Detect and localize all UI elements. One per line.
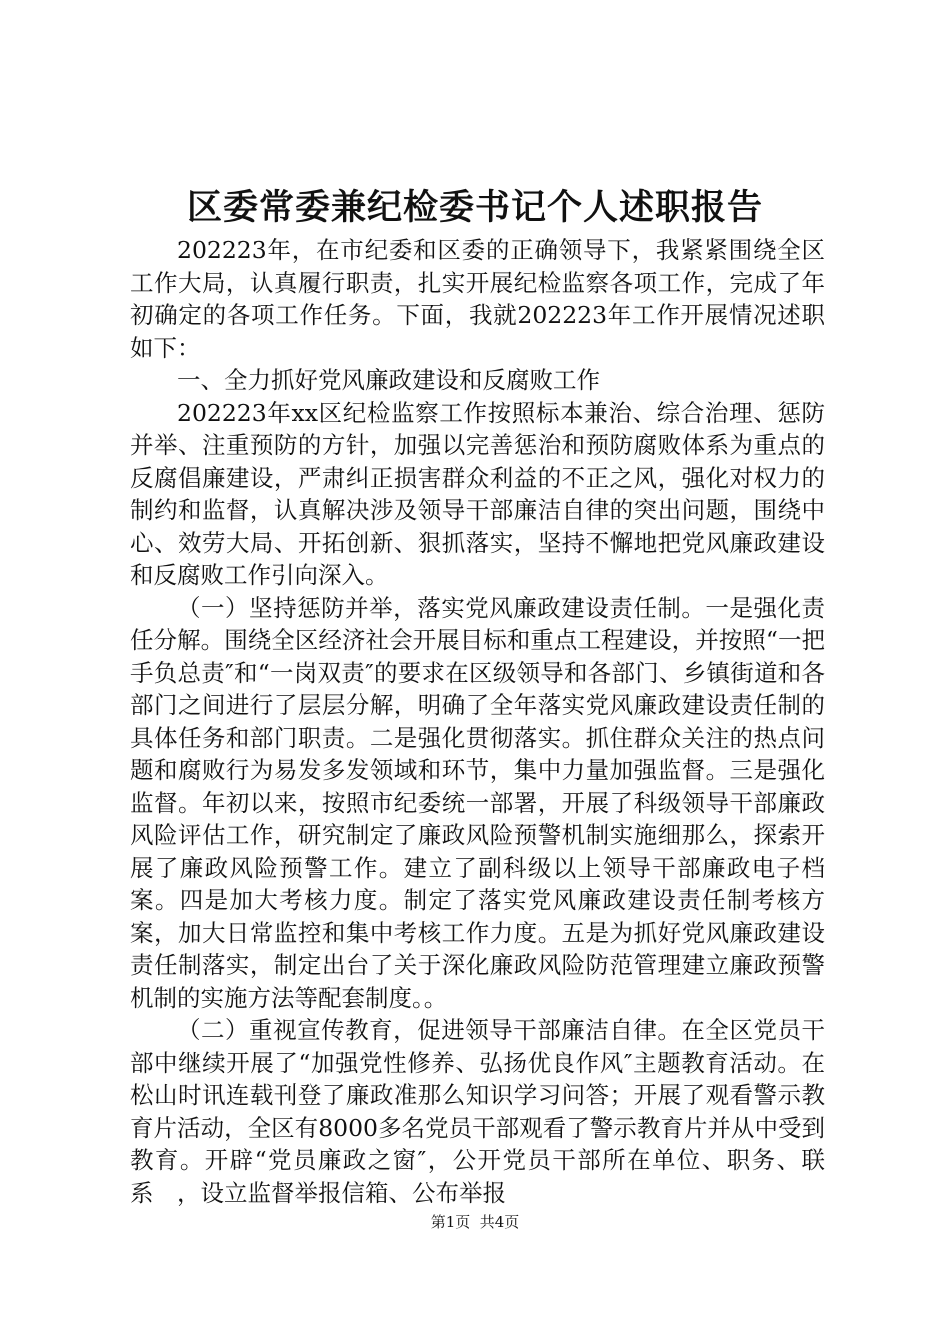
document-body bbox=[130, 234, 825, 1209]
page-number: 第1页 共4页 bbox=[430, 1213, 520, 1231]
paragraph-subsection-2: （二）重视宣传教育，促进领导干部廉洁自律。在全区党员干部中继续开展了“加强党性修养、弘扬优良作风″主题教育活动。在松山时讯连载刊登了廉政准那么知识学习问答；开展了观看警示教育片活动，全区有8000多名党员干部观看了警示教育片并从中受到教育。开辟“党员廉政之窗″，公开党员干部所在单位、职务、联系 ，设立监督举报信箱、公布举报 bbox=[130, 1016, 825, 1207]
page-footer bbox=[0, 1212, 950, 1232]
paragraph-subsection-1: （一）坚持惩防并举，落实党风廉政建设责任制。一是强化责任分解。围绕全区经济社会开展目标和重点工程建设，并按照“一把手负总责″和“一岗双责″的要求在区级领导和各部门、乡镇街道和各部门之间进行了层层分解，明确了全年落实党风廉政建设责任制的具体任务和部门职责。二是强化贯彻落实。抓住群众关注的热点问题和腐败行为易发多发领域和环节，集中力量加强监督。三是强化监督。年初以来，按照市纪委统一部署，开展了科级领导干部廉政风险评估工作，研究制定了廉政风险预警机制实施细那么，探索开展了廉政风险预警工作。建立了副科级以上领导干部廉政电子档案。四是加大考核力度。制定了落实党风廉政建设责任制考核方案，加大日常监控和集中考核工作力度。五是为抓好党风廉政建设责任制落实，制定出台了关于深化廉政风险防范管理建立廉政预警机制的实施方法等配套制度。。 bbox=[130, 593, 825, 1012]
paragraph-intro: 202223年，在市纪委和区委的正确领导下，我紧紧围绕全区工作大局，认真履行职责，扎实开展纪检监察各项工作，完成了年初确定的各项工作任务。下面，我就202223年工作开展情况述职如下： bbox=[130, 236, 825, 362]
paragraph-section-1-overview: 202223年xx区纪检监察工作按照标本兼治、综合治理、惩防并举、注重预防的方针，加强以完善惩治和预防腐败体系为重点的反腐倡廉建设，严肃纠正损害群众利益的不正之风，强化对权力的制约和监督，认真解决涉及领导干部廉洁自律的突出问题，围绕中心、效劳大局、开拓创新、狠抓落实，坚持不懈地把党风廉政建设和反腐败工作引向深入。 bbox=[130, 398, 825, 589]
section-heading-1: 一、全力抓好党风廉政建设和反腐败工作 bbox=[177, 366, 600, 394]
document-title: 区委常委兼纪检委书记个人述职报告 bbox=[186, 187, 763, 228]
